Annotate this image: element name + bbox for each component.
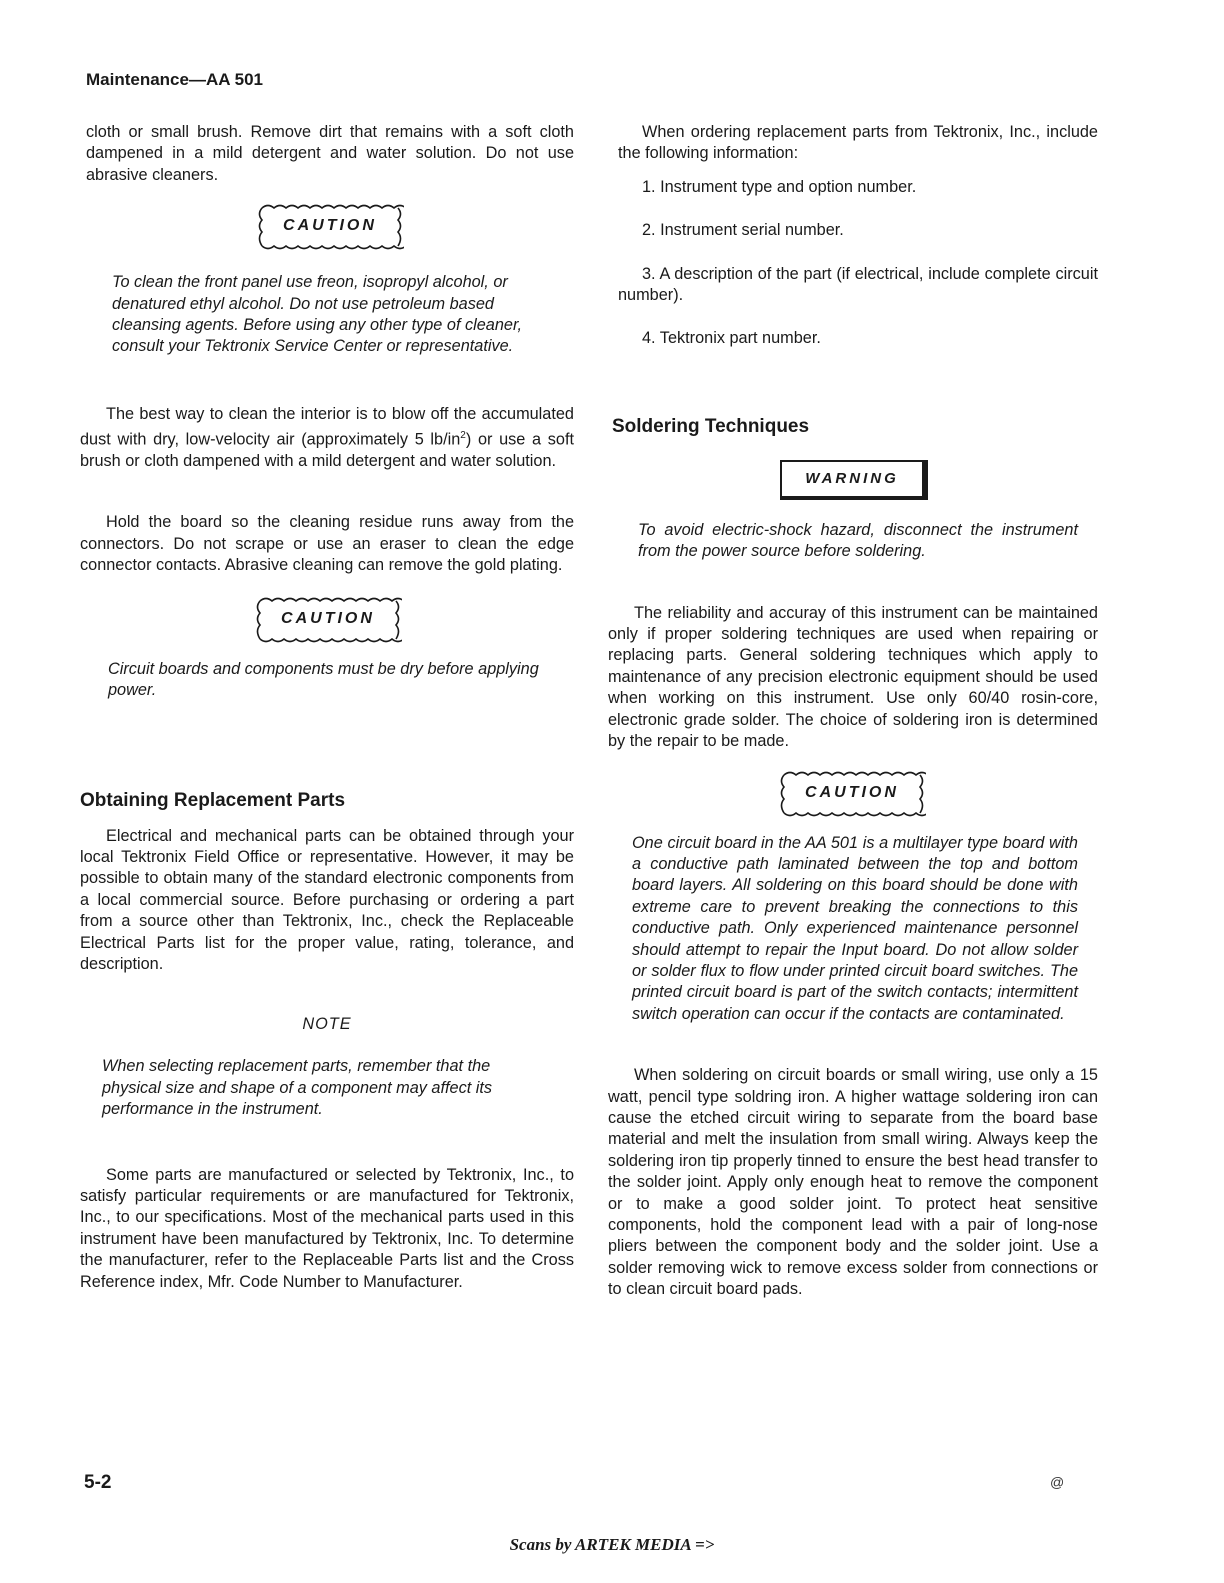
paragraph-soldering-iron: When soldering on circuit boards or small wiring, use only a 15 watt, pencil type soldring iron. A higher wattage soldering iron can cause the etched circuit wiring to separate from the board base material and melt the insulation from small wiring. Always keep the soldering iron tip properly tinned to ensure the best head transfer to the solder joint. Apply only enough heat to remove the component or to make a good solder joint. To protect heat sensitive components, hold the component lead with a pair of long-nose pliers between the component body and the solder joint. Use a solder removing wick to remove excess solder from connections or to clean circuit board pads. bbox=[608, 1066, 1098, 1299]
caution-text-dry-boards: Circuit boards and components must be dry before applying power. bbox=[108, 659, 539, 700]
paragraph-ordering-info: When ordering replacement parts from Tektronix, Inc., include the following information: bbox=[618, 123, 1098, 163]
paragraph-manufactured-parts: Some parts are manufactured or selected by Tektronix, Inc., to satisfy particular requirements or are manufactured for Tektronix, Inc., to our specifications. Most of the mechanical parts used in this instrument have been manufactured by Tektronix, Inc. To determine the manufacturer, refer to the Replaceable Parts list and the Cross Reference index, Mfr. Code Number to Manufacturer. bbox=[80, 1165, 574, 1291]
caution-text-front-panel: To clean the front panel use freon, isopropyl alcohol, or denatured ethyl alcohol. Do not use petroleum based cleansing agents. Before using any other type of cleaner, consult your Tektronix Service Center or representative. bbox=[112, 273, 523, 356]
list-item-4: 4. Tektronix part number. bbox=[642, 329, 821, 348]
paragraph-obtaining-parts: Electrical and mechanical parts can be obtained through your local Tektronix Field Office or representative. However, it may be possible to obtain many of the standard electronic components from a local commercial source. Before purchasing or ordering a part from a source other than Tektronix, Inc., check the Replaceable Electrical Parts list for the proper value, rating, tolerance, and description. bbox=[80, 826, 574, 973]
left-column bbox=[80, 122, 574, 1293]
warning-text: To avoid electric-shock hazard, disconnect the instrument from the power source before soldering. bbox=[638, 520, 1078, 561]
caution-box-2 bbox=[254, 593, 574, 645]
paragraph-cleaning-exterior: cloth or small brush. Remove dirt that remains with a soft cloth dampened in a mild detergent and water solution. Do not use abrasive cleaners. bbox=[86, 123, 574, 184]
caution-box-1 bbox=[256, 200, 574, 252]
page-number: 5-2 bbox=[84, 1472, 112, 1493]
scan-credit-footer: Scans by ARTEK MEDIA => bbox=[509, 1535, 715, 1554]
paragraph-board-handling: Hold the board so the cleaning residue runs away from the connectors. Do not scrape or use an eraser to clean the edge connector contacts. Abrasive cleaning can remove the gold plating. bbox=[80, 513, 574, 575]
paragraph-soldering-reliability: The reliability and accuray of this instrument can be maintained only if proper soldering techniques are used when repairing or replacing parts. General soldering techniques which apply to maintenance of any precision electronic equipment should be used when working on this instrument. Use only 60/40 rosin-core, electronic grade solder. The choice of soldering iron is determined by the repair to be made. bbox=[608, 603, 1098, 751]
list-item-1: 1. Instrument type and option number. bbox=[642, 177, 917, 196]
warning-label: WARNING bbox=[805, 470, 899, 488]
caution-label: CAUTION bbox=[281, 609, 375, 627]
superscript: 2 bbox=[460, 430, 466, 442]
right-column bbox=[608, 122, 1098, 1301]
caution-box-3 bbox=[778, 767, 1098, 819]
note-text: When selecting replacement parts, remember that the physical size and shape of a component may affect its performance in the instrument. bbox=[102, 1057, 493, 1119]
heading-soldering-techniques: Soldering Techniques bbox=[612, 415, 810, 437]
caution-label: CAUTION bbox=[805, 783, 899, 801]
list-item-3: 3. A description of the part (if electrical, include complete circuit number). bbox=[618, 264, 1098, 305]
page-header: Maintenance—AA 501 bbox=[86, 70, 263, 89]
note-heading bbox=[80, 1015, 574, 1034]
caution-label: CAUTION bbox=[283, 217, 377, 235]
caution-text-multilayer-board: One circuit board in the AA 501 is a multilayer type board with a conductive path laminated between the top and bottom board layers. All soldering on this board should be done with extreme care to prevent breaking the connections to this conductive path. Only experienced maintenance personnel should attempt to repair the Input board. Do not allow solder or solder flux to flow under printed circuit board switches. The printed circuit board is part of the switch contacts; intermittent switch operation can occur if the contacts are contaminated. bbox=[632, 833, 1078, 1023]
list-item-2: 2. Instrument serial number. bbox=[642, 221, 844, 240]
paragraph-cleaning-interior-part2: ) or use a soft brush or cloth dampened with a mild detergent and water solution. bbox=[80, 430, 574, 471]
paragraph-cleaning-interior bbox=[80, 404, 574, 473]
paragraph-cleaning-interior-part1: The best way to clean the interior is to blow off the accumulated dust with dry, low-velocity air (approximately 5 lb/in bbox=[80, 404, 574, 449]
corner-mark: @ bbox=[1050, 1474, 1065, 1490]
note-label: NOTE bbox=[302, 1015, 352, 1034]
warning-box bbox=[780, 460, 1098, 500]
heading-obtaining-replacement-parts: Obtaining Replacement Parts bbox=[80, 789, 346, 811]
